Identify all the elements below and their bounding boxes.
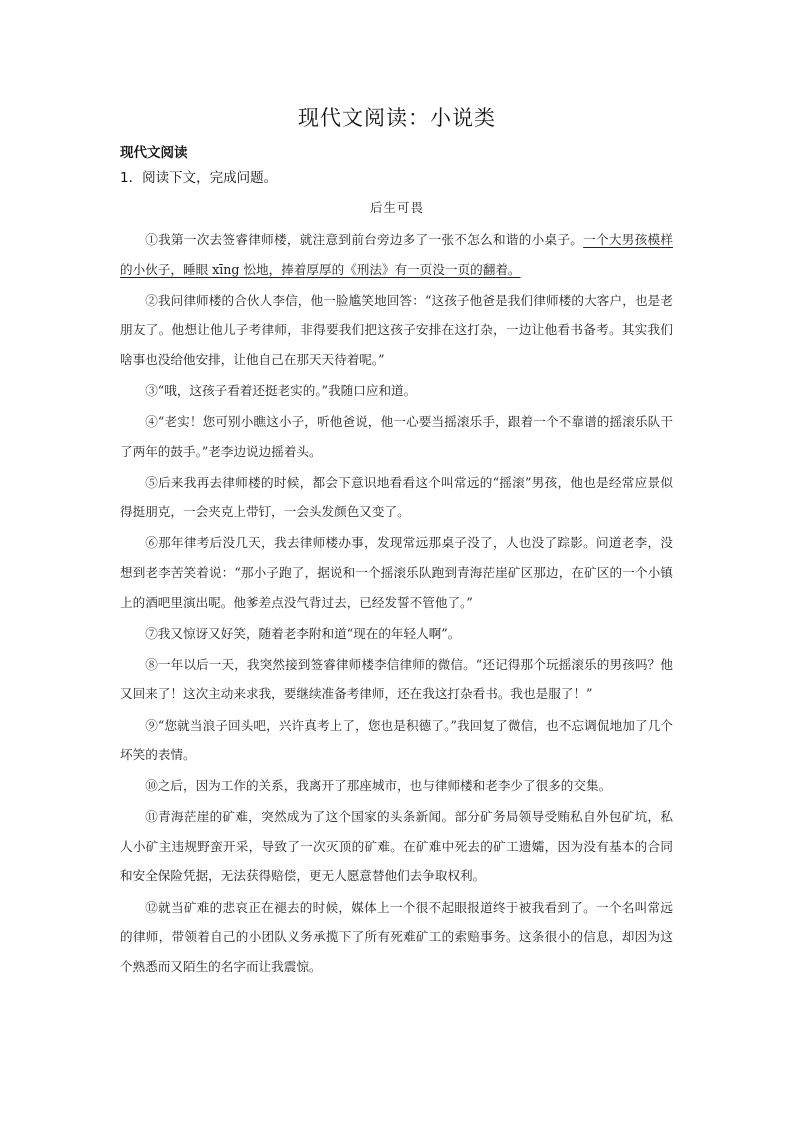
paragraph-9: ⑨“您就当浪子回头吧，兴许真考上了，您也是积德了。”我回复了微信，也不忘调侃地加了几个坏笑的表情。	[120, 717, 673, 763]
paragraph-5: ⑤后来我再去律师楼的时候，都会下意识地看看这个叫常远的“摇滚”男孩，他也是经常应景似得挺朋克，一会夹克上带钉，一会头发颜色又变了。	[120, 474, 673, 520]
question-prompt: 1．阅读下文，完成问题。	[120, 170, 278, 186]
paragraph-7: ⑦我又惊讶又好笑，随着老李附和道“现在的年轻人啊”。	[145, 625, 461, 641]
paragraph-11: ⑪青海茫崖的矿难，突然成为了这个国家的头条新闻。部分矿务局领导受贿私自外包矿坑，私人小矿主违规野蛮开采，导致了一次灭顶的矿难。在矿难中死去的矿工遗孀，因为没有基本的合同和安全保险凭据，无法获得赔偿，更无人愿意替他们去争取权利。	[120, 809, 673, 884]
paragraph-1	[120, 225, 673, 284]
document-title: 现代文阅读：小说类	[298, 106, 496, 130]
paragraph-2: ②我问律师楼的合伙人李信，他一脸尴笑地回答：“这孩子他爸是我们律师楼的大客户，也是老朋友了。他想让他儿子考律师，非得要我们把这孩子安排在这打杂，一边让他看书备考。其实我们啥事也没给他安排，让他自己在那天天待着呢。”	[120, 292, 673, 367]
paragraph-4: ④“老实！您可别小瞧这小子，听他爸说，他一心要当摇滚乐手，跟着一个不靠谱的摇滚乐队干了两年的鼓手。”老李边说边摇着头。	[120, 414, 673, 459]
paragraph-8: ⑧一年以后一天，我突然接到签睿律师楼李信律师的微信。“还记得那个玩摇滚乐的男孩吗？他又回来了！这次主动来求我，要继续准备考律师，还在我这打杂看书。我也是服了！”	[120, 656, 673, 702]
paragraph-10: ⑩之后，因为工作的关系，我离开了那座城市，也与律师楼和老李少了很多的交集。	[145, 778, 612, 794]
paragraph-1-text: ①我第一次去签睿律师楼，就注意到前台旁边多了一张不怎么和谐的小桌子。	[145, 232, 584, 247]
paragraph-6: ⑥那年律考后没几天，我去律师楼办事，发现常远那桌子没了，人也没了踪影。问道老李，没想到老李苦笑着说：“那小子跑了，据说和一个摇滚乐队跑到青海茫崖矿区那边，在矿区的一个小镇上的酒吧里演出呢。他爹差点没气背过去，已经发誓不管他了。”	[120, 535, 673, 610]
story-title: 后生可畏	[369, 200, 424, 215]
section-heading: 现代文阅读	[120, 145, 188, 161]
paragraph-3: ③“哦，这孩子看着还挺老实的。”我随口应和道。	[145, 382, 417, 398]
underlined-sentence: 一个大男孩模样的小伙子，睡眼 xīng 忪地，捧着厚厚的《刑法》有一页没一页的翻着。	[120, 232, 674, 277]
story-body	[120, 225, 673, 983]
paragraph-12: ⑫就当矿难的悲哀正在褪去的时候，媒体上一个很不起眼报道终于被我看到了。一个名叫常远的律师，带领着自己的小团队义务承揽下了所有死难矿工的索赔事务。这条很小的信息，却因为这个熟悉而又陌生的名字而让我震惊。	[120, 899, 673, 974]
